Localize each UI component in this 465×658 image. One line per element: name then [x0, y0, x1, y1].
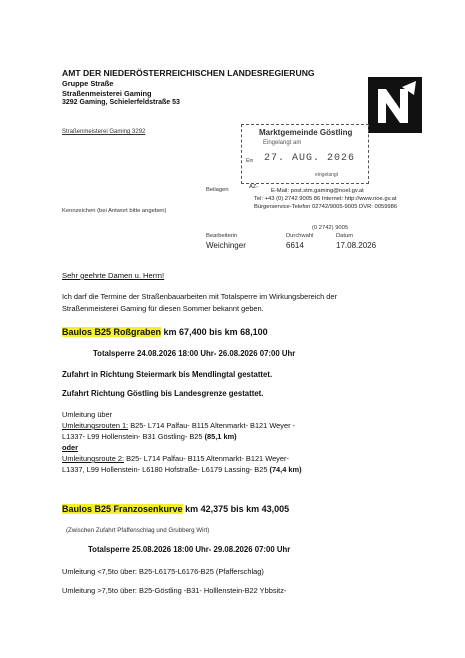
intro-line-2: Straßenmeisterei Gaming für diesen Sommer bekannt geben.	[62, 304, 264, 313]
sender-line: Straßenmeisterei Gaming 3292	[62, 129, 146, 135]
az-label: AZ-	[249, 184, 259, 190]
group-name: Gruppe Straße	[62, 79, 114, 88]
site2-detour-2: Umleitung >7,5to über: B25-Göstling -B31- Holllenstein-B22 Ybbsitz-	[62, 586, 287, 595]
route2-text-a: B25- L714 Palfau- B115 Altenmarkt- B121 Weyer-	[124, 454, 289, 463]
route1-text-a: B25- L714 Palfau- B115 Altenmarkt- B121 Weyer -	[128, 421, 296, 430]
stamp-title: Marktgemeinde Göstling	[259, 128, 353, 137]
site2-km: km 42,375 bis km 43,005	[185, 504, 290, 514]
stamp-prefix: Ein	[246, 158, 254, 164]
office-address: 3292 Gaming, Schielerfeldstraße 53	[62, 99, 180, 106]
site1-km: km 67,400 bis km 68,100	[163, 327, 268, 337]
datum-value: 17.08.2026	[336, 241, 377, 250]
col-datum: Datum	[336, 233, 354, 239]
site2-detour-1: Umleitung <7,5to über: B25-L6175-L6176-B25 (Pfafferschlag)	[62, 567, 264, 576]
site2-note: (Zwischen Zufahrt Pfaffenschlag und Grubberg Wirt)	[66, 527, 210, 534]
site2-label: Baulos B25 Franzosenkurve	[62, 504, 183, 514]
route2-label: Umleitungsroute 2:	[62, 454, 125, 463]
site1-heading	[62, 327, 268, 337]
stamp-note: eingelangt	[315, 172, 339, 178]
bearbeiterin-value: Weichinger	[206, 241, 246, 250]
tel-line: Tel: +43 (0) 2742 9005 86 Internet: http://www.noe.gv.at	[254, 196, 397, 202]
route2-text-b: L1337, L99 Hollenstein- L6180 Hofstraße- L6179 Lassing- B25	[62, 465, 270, 474]
buergerservice-line: Bürgerservice-Telefon 02742/9005-9005 DVR: 0059986	[254, 204, 398, 210]
route2-line-a	[62, 453, 289, 464]
beilagen-label: Beilagen	[206, 187, 229, 193]
phone-number: (0 2742) 9005	[312, 225, 349, 231]
route2-km: (74,4 km)	[269, 465, 302, 474]
route2-line-b	[62, 464, 302, 475]
durchwahl-value: 6614	[286, 241, 304, 250]
site1-label: Baulos B25 Roßgraben	[62, 327, 162, 337]
site2-heading	[62, 504, 289, 514]
email-line: E-Mail: post.stm.gaming@noel.gv.at	[271, 188, 364, 194]
stamp-subtitle: Eingelangt am	[263, 140, 302, 146]
site2-closure: Totalsperre 25.08.2026 18:00 Uhr- 29.08.2026 07:00 Uhr	[88, 545, 291, 554]
route1-text-b: L1337- L99 Hollenstein- B31 Göstling- B25	[62, 432, 205, 441]
noe-logo	[368, 77, 422, 133]
site1-closure: Totalsperre 24.08.2026 18:00 Uhr- 26.08.2026 07:00 Uhr	[93, 349, 296, 358]
route1-label: Umleitungsrouten 1:	[62, 421, 129, 430]
detour-heading: Umleitung über	[62, 410, 113, 419]
authority-title: AMT DER NIEDERÖSTERREICHISCHEN LANDESREGIERUNG	[62, 68, 315, 78]
oder-label: oder	[62, 443, 79, 452]
intro-line-1: Ich darf die Termine der Straßenbauarbeiten mit Totalsperre im Wirkungsbereich der	[62, 292, 337, 301]
route1-line-a	[62, 420, 295, 431]
route1-km: (85,1 km)	[204, 432, 237, 441]
col-durchwahl: Durchwahl	[286, 233, 314, 239]
stamp-date: 27. AUG. 2026	[264, 153, 356, 164]
site1-access-2: Zufahrt Richtung Göstling bis Landesgrenze gestattet.	[62, 389, 264, 398]
site1-access-1: Zufahrt in Richtung Steiermark bis Mendlingtal gestattet.	[62, 370, 273, 379]
kennzeichen-label: Kennzeichen (bei Antwort bitte angeben)	[62, 208, 167, 214]
route1-line-b	[62, 431, 237, 442]
col-bearbeiterin: Bearbeiterin	[206, 233, 238, 239]
office-name: Straßenmeisterei Gaming	[62, 89, 152, 98]
salutation: Sehr geehrte Damen u. Herrn!	[62, 271, 165, 280]
